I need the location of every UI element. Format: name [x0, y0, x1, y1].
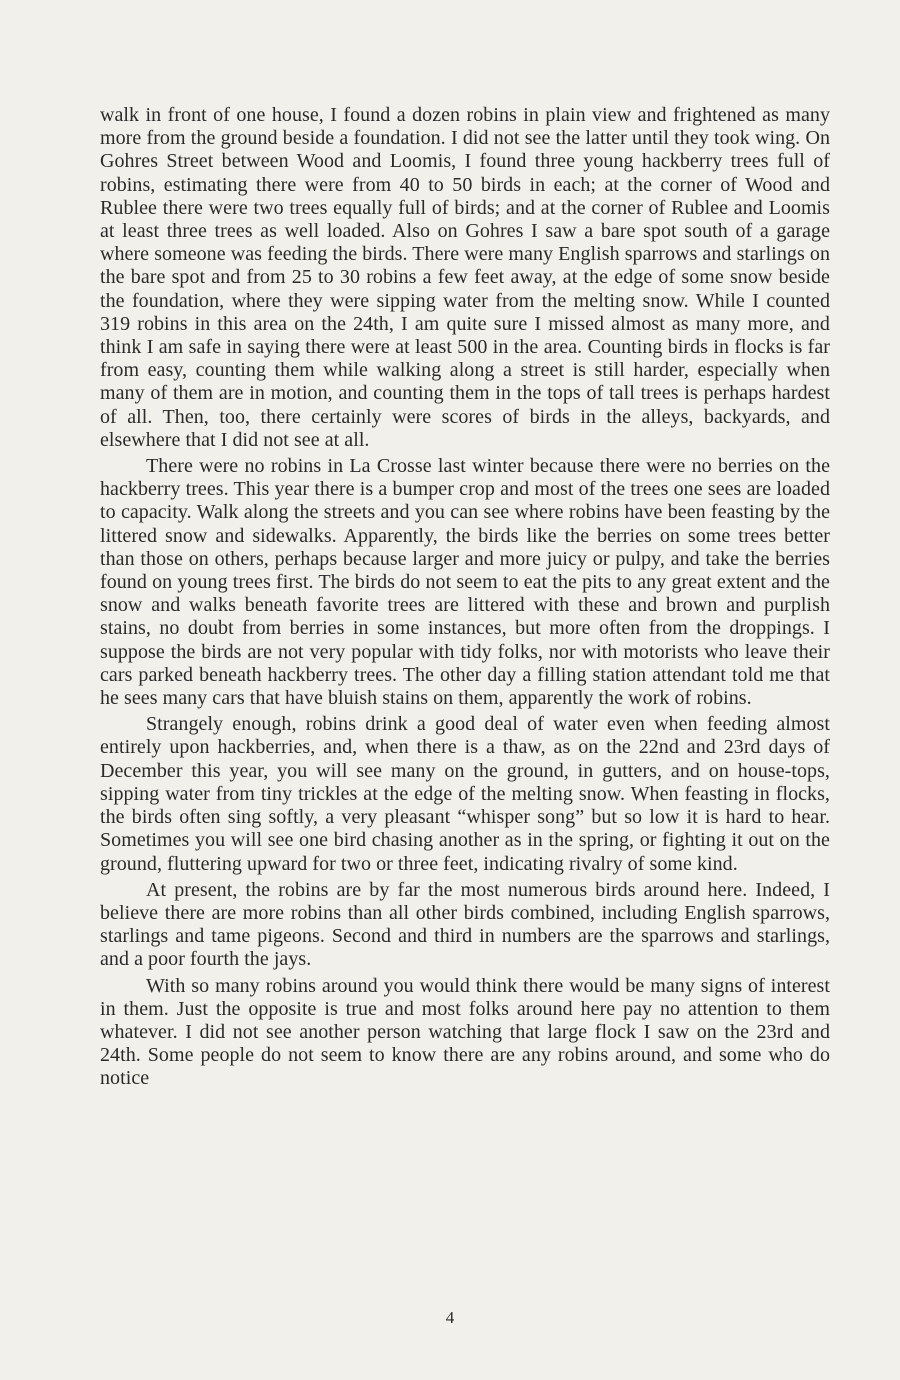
paragraph-5: With so many robins around you would think there would be many signs of interest in them. Just the opposite is true and most folks around here pay no attention to them whatever. I did not see another person watching that large flock I saw on the 23rd and 24th. Some people do not seem to know there are any robins around, and some who do notice: [100, 974, 830, 1090]
page-number: 4: [445, 1308, 455, 1327]
paragraph-3: Strangely enough, robins drink a good deal of water even when feeding almost entirely upon hackberries, and, when there is a thaw, as on the 22nd and 23rd days of December this year, you will see many on the ground, in gutters, and on house-tops, sipping water from tiny trickles at the edge of the melting snow. When feasting in flocks, the birds often sing softly, a very pleasant “whisper song” but so low it is hard to hear. Sometimes you will see one bird chasing another as in the spring, or fighting it out on the ground, fluttering upward for two or three feet, indicating rivalry of some kind.: [100, 713, 830, 875]
paragraph-2: There were no robins in La Crosse last winter because there were no berries on the hackberry trees. This year there is a bumper crop and most of the trees one sees are loaded to capacity. Walk along the streets and you can see where robins have been feasting by the littered snow and sidewalks. Apparently, the birds like the berries on some trees better than those on others, perhaps because larger and more juicy or pulpy, and take the berries found on young trees first. The birds do not seem to eat the pits to any great extent and the snow and walks beneath favorite trees are littered with these and brown and purplish stains, no doubt from berries in some instances, but more often from the droppings. I suppose the birds are not very popular with tidy folks, nor with motorists who leave their cars parked beneath hackberry trees. The other day a filling station attendant told me that he sees many cars that have bluish stains on them, apparently the work of robins.: [100, 455, 830, 710]
paragraph-4: At present, the robins are by far the most numerous birds around here. Indeed, I believe there are more robins than all other birds combined, including English sparrows, starlings and tame pigeons. Second and third in numbers are the sparrows and starlings, and a poor fourth the jays.: [100, 878, 830, 971]
paragraph-1: walk in front of one house, I found a dozen robins in plain view and frightened as many more from the ground beside a foundation. I did not see the latter until they took wing. On Gohres Street between Wood and Loomis, I found three young hackberry trees full of robins, estimating there were from 40 to 50 birds in each; at the corner of Wood and Rublee there were two trees equally full of birds; and at the corner of Rublee and Loomis at least three trees as well loaded. Also on Gohres I saw a bare spot south of a garage where someone was feeding the birds. There were many English sparrows and starlings on the bare spot and from 25 to 30 robins a few feet away, at the edge of some snow beside the foundation, where they were sipping water from the melting snow. While I counted 319 robins in this area on the 24th, I am quite sure I missed almost as many more, and think I am safe in saying there were at least 500 in the area. Counting birds in flocks is far from easy, counting them while walking along a street is still harder, especially when many of them are in motion, and counting them in the tops of tall trees is perhaps hardest of all. Then, too, there certainly were scores of birds in the alleys, backyards, and elsewhere that I did not see at all.: [100, 104, 830, 451]
body-text: [100, 104, 830, 1094]
